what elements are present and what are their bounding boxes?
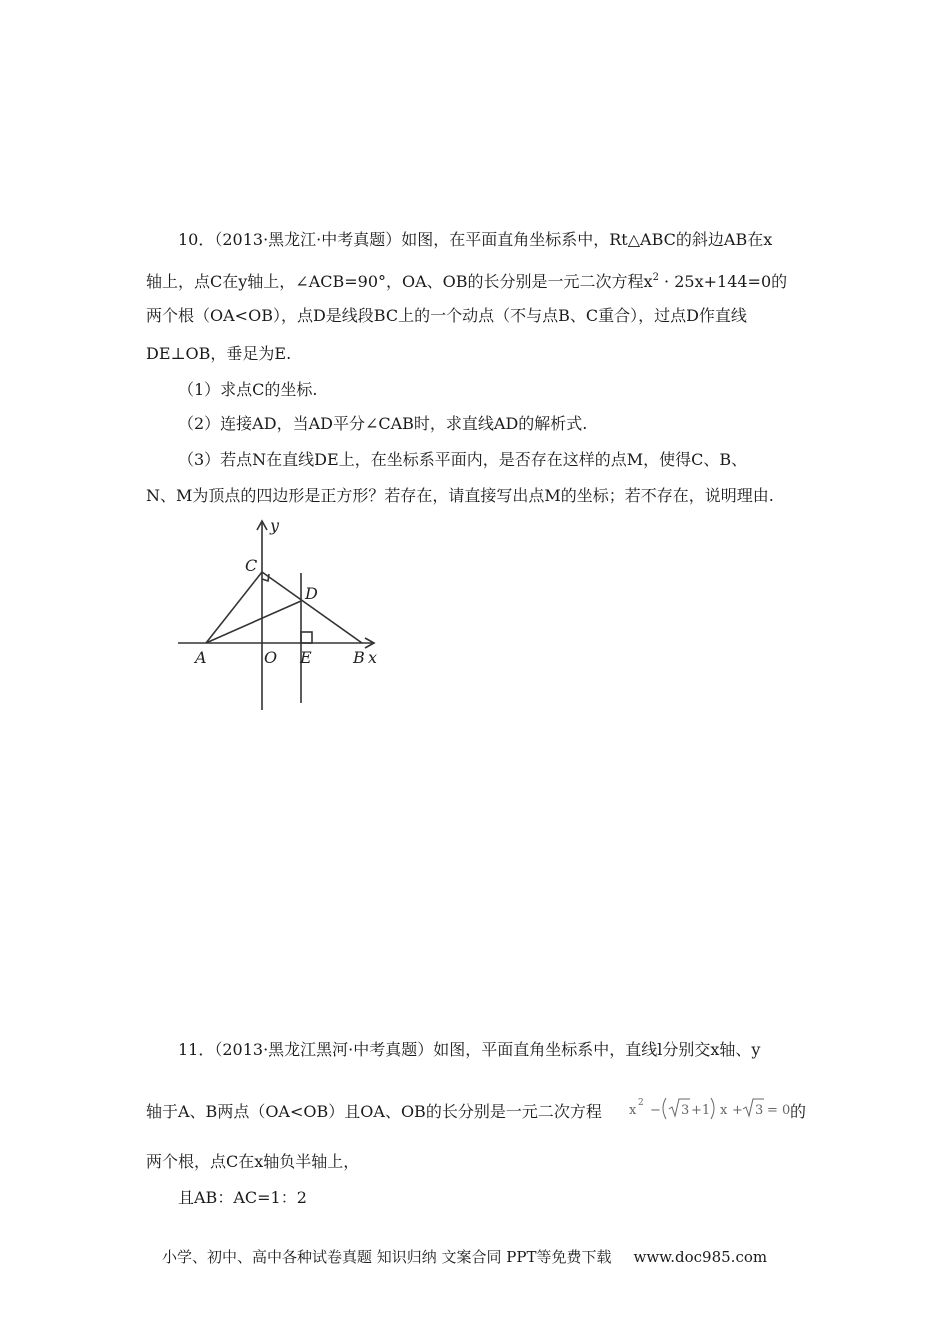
eq-right-paren [711, 1098, 714, 1119]
segment-ac [206, 572, 262, 643]
label-e: E [300, 648, 312, 667]
q10-line-1: 10．（2013·黑龙江·中考真题）如图，在平面直角坐标系中，Rt△ABC的斜边AB在x [178, 230, 773, 249]
q11-line-3: 两个根，点C在x轴负半轴上， [146, 1152, 360, 1171]
eq-equals: = 0 [767, 1103, 790, 1118]
q11-line-4: 且AB：AC=1：2 [178, 1188, 307, 1207]
eq-x-2: x [720, 1103, 728, 1118]
q10-part-3-line-1: （3）若点N在直线DE上，在坐标系平面内，是否存在这样的点M，使得C、B、 [178, 450, 748, 469]
eq-minus: − [650, 1103, 661, 1118]
q10-line-2-rest: · 25x+144=0的 [658, 272, 788, 291]
q11-line-2: 轴于A、B两点（OA<OB）且OA、OB的长分别是一元二次方程 [146, 1102, 602, 1121]
label-x: x [368, 648, 378, 667]
label-y: y [270, 516, 280, 535]
q10-exponent: 2 [652, 272, 659, 283]
eq-plus-one: +1 [691, 1103, 711, 1118]
eq-left-paren [663, 1098, 666, 1119]
eq-three-2: 3 [755, 1103, 764, 1118]
label-a: A [195, 648, 207, 667]
q10-line-2-text: 轴上，点C在y轴上，∠ACB=90°，OA、OB的长分别是一元二次方程x [146, 272, 653, 291]
q10-part-1: （1）求点C的坐标. [178, 380, 318, 399]
footer-url[interactable]: www.doc985.com [633, 1248, 768, 1266]
q10-part-3-line-2: N、M为顶点的四边形是正方形？若存在，请直接写出点M的坐标；若不存在，说明理由. [146, 486, 774, 505]
q10-figure [160, 515, 400, 720]
label-b: B [353, 648, 365, 667]
right-angle-e [301, 632, 312, 643]
label-c: C [245, 556, 258, 575]
eq-exponent: 2 [638, 1098, 644, 1108]
q11-line-2-end: 的 [790, 1102, 807, 1121]
footer-text: 小学、初中、高中各种试卷真题 知识归纳 文案合同 PPT等免费下载 [162, 1248, 612, 1266]
q10-line-2 [146, 268, 787, 292]
eq-three-1: 3 [681, 1103, 690, 1118]
q10-line-3: 两个根（OA<OB），点D是线段BC上的一个动点（不与点B、C重合），过点D作直线 [146, 306, 747, 325]
q10-line-4: DE⊥OB，垂足为E. [146, 344, 292, 363]
q10-part-2: （2）连接AD，当AD平分∠CAB时，求直线AD的解析式. [178, 414, 588, 433]
eq-plus: + [732, 1103, 743, 1118]
q11-line-1: 11．（2013·黑龙江黑河·中考真题）如图，平面直角坐标系中，直线l分别交x轴、y [178, 1040, 761, 1059]
q11-equation [628, 1094, 790, 1122]
segment-ad [206, 601, 301, 643]
label-d: D [305, 584, 318, 603]
eq-x: x [629, 1103, 637, 1118]
page-footer [162, 1246, 767, 1267]
label-o: O [264, 648, 278, 667]
